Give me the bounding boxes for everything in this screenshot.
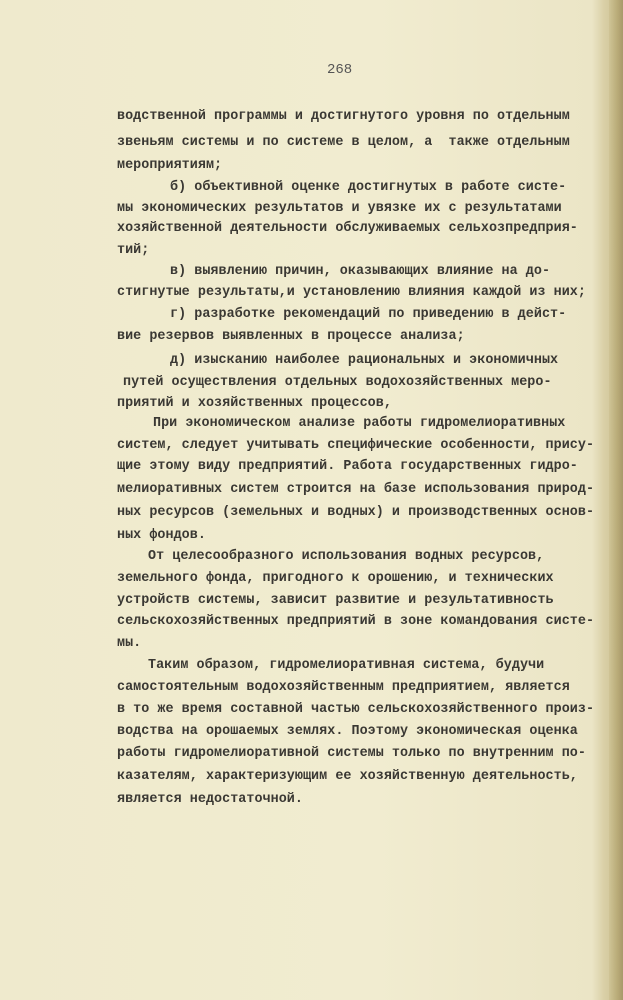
text-line: систем, следует учитывать специфические особенности, прису- bbox=[117, 438, 595, 453]
text-line: в то же время составной частью сельскохозяйственного произ- bbox=[117, 702, 595, 717]
text-line: д) изысканию наиболее рациональных и экономичных bbox=[170, 353, 559, 368]
text-line: самостоятельным водохозяйственным предприятием, является bbox=[117, 680, 570, 695]
text-line: мероприятиям; bbox=[117, 158, 223, 173]
text-line: вие резервов выявленных в процессе анализа; bbox=[117, 329, 465, 344]
text-line: является недостаточной. bbox=[117, 792, 303, 807]
text-line: в) выявлению причин, оказывающих влияние на до- bbox=[170, 264, 551, 279]
text-line: земельного фонда, пригодного к орошению, и технических bbox=[117, 571, 554, 586]
text-line: мелиоративных систем строится на базе использования природ- bbox=[117, 482, 595, 497]
text-line: Таким образом, гидромелиоративная система, будучи bbox=[148, 658, 545, 673]
text-line: От целесообразного использования водных ресурсов, bbox=[148, 549, 545, 564]
page-number: 268 bbox=[327, 62, 353, 78]
text-line: устройств системы, зависит развитие и результативность bbox=[117, 593, 554, 608]
text-line: звеньям системы и по системе в целом, а также отдельным bbox=[117, 135, 570, 150]
text-line: щие этому виду предприятий. Работа государственных гидро- bbox=[117, 459, 578, 474]
text-line: казателям, характеризующим ее хозяйственную деятельность, bbox=[117, 769, 578, 784]
text-line: мы. bbox=[117, 636, 142, 651]
text-line: г) разработке рекомендаций по приведению в дейст- bbox=[170, 307, 567, 322]
text-line: приятий и хозяйственных процессов, bbox=[117, 396, 392, 411]
text-line: тий; bbox=[117, 243, 150, 258]
text-line: хозяйственной деятельности обслуживаемых сельхозпредприя- bbox=[117, 221, 578, 236]
text-line: водственной программы и достигнутого уровня по отдельным bbox=[117, 109, 570, 124]
text-line: стигнутые результаты,и установлению влияния каждой из них; bbox=[117, 285, 586, 300]
text-line: мы экономических результатов и увязке их с результатами bbox=[117, 201, 562, 216]
text-line: сельскохозяйственных предприятий в зоне командования систе- bbox=[117, 614, 595, 629]
text-line: ных фондов. bbox=[117, 528, 206, 543]
text-line: б) объективной оценке достигнутых в работе систе- bbox=[170, 180, 567, 195]
text-line: работы гидромелиоративной системы только по внутренним по- bbox=[117, 746, 586, 761]
text-line: водства на орошаемых землях. Поэтому экономическая оценка bbox=[117, 724, 578, 739]
text-line: При экономическом анализе работы гидромелиоративных bbox=[153, 416, 566, 431]
text-line: ных ресурсов (земельных и водных) и производственных основ- bbox=[117, 505, 595, 520]
page-edge bbox=[609, 0, 623, 1000]
text-line: путей осуществления отдельных водохозяйственных меро- bbox=[123, 375, 552, 390]
